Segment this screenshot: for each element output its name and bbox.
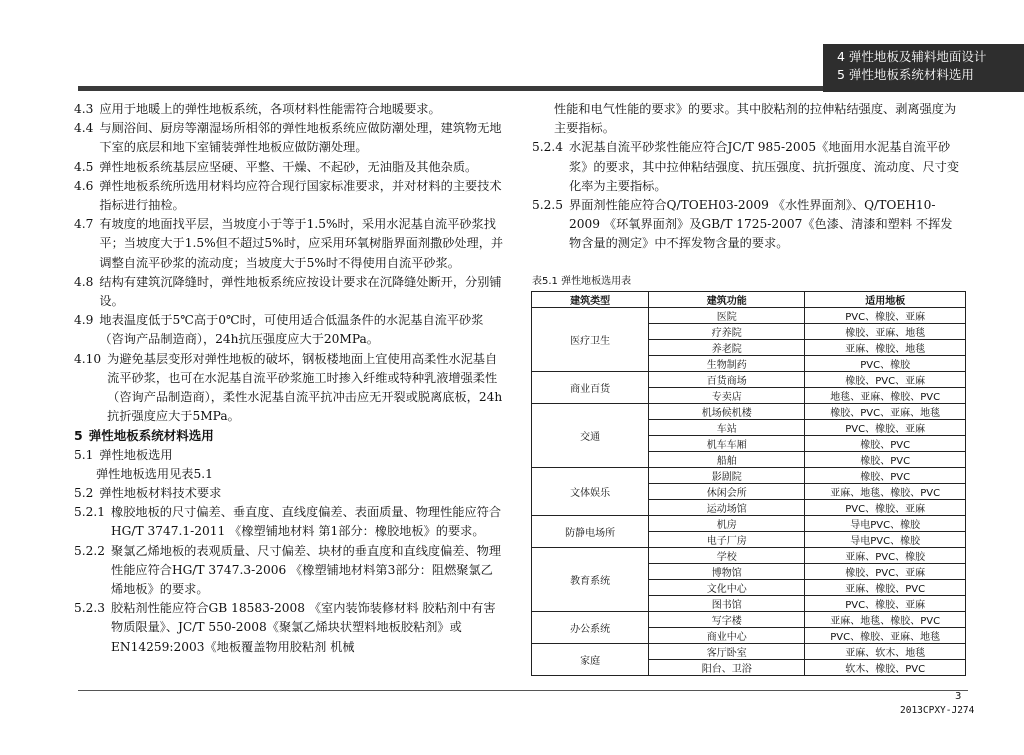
paragraph — [74, 215, 504, 273]
paragraph — [74, 158, 504, 177]
table-row — [532, 644, 966, 660]
paragraph-number: 4.9 — [74, 313, 94, 328]
flooring-cell: 亚麻、PVC、橡胶 — [805, 548, 966, 564]
building-function-cell: 电子厂房 — [649, 532, 805, 548]
paragraph-text: 与厕浴间、厨房等潮湿场所相邻的弹性地板系统应做防潮处理，建筑物无地下室的底层和地下室铺装弹性地板应做防潮处理。 — [99, 121, 502, 155]
table-caption: 表5.1 弹性地板选用表 — [532, 276, 632, 287]
flooring-cell: 橡胶、亚麻、地毯 — [805, 324, 966, 340]
paragraph-text: 弹性地板材料技术要求 — [99, 486, 222, 501]
paragraph-text: 为避免基层变形对弹性地板的破坏，钢板楼地面上宜使用高柔性水泥基自流平砂浆，也可在水泥基自流平砂浆施工时掺入纤维或特种乳液增强柔性（咨询产品制造商），柔性水泥基自流平抗冲击应无开裂或脱离底板，24h抗折强度应大于5MPa。 — [107, 351, 503, 424]
building-function-cell: 客厅卧室 — [649, 644, 805, 660]
page-number: 3 — [955, 691, 962, 702]
paragraph-text: 有坡度的地面找平层，当坡度小于等于1.5%时，采用水泥基自流平砂浆找平；当坡度大于1.5%但不超过5%时，应采用环氧树脂界面剂撒砂处理，并调整自流平砂浆的流动度；当坡度大于5%时不得使用自流平砂浆。 — [99, 217, 504, 270]
table-header-row — [532, 292, 966, 308]
flooring-cell: PVC、橡胶、亚麻、地毯 — [805, 628, 966, 644]
building-function-cell: 图书馆 — [649, 596, 805, 612]
flooring-cell: PVC、橡胶 — [805, 356, 966, 372]
paragraph-number: 5.2.2 — [74, 543, 106, 558]
building-function-cell: 商业中心 — [649, 628, 805, 644]
paragraph — [74, 503, 504, 541]
flooring-cell: 亚麻、橡胶、PVC — [805, 580, 966, 596]
chapter-title-5: 5 弹性地板系统材料选用 — [837, 67, 974, 82]
flooring-cell: 橡胶、PVC、亚麻 — [805, 372, 966, 388]
paragraph-text: 界面剂性能应符合Q/TOEH03-2009 《水性界面剂》、Q/TOEH10-2009 《环氧界面剂》及GB/T 1725-2007《色漆、清漆和塑料 不挥发物含量的测定》中不挥发物含量的要求。 — [569, 198, 953, 251]
paragraph — [532, 100, 962, 138]
paragraph-number: 4.7 — [74, 217, 94, 232]
building-type-cell: 教育系统 — [532, 548, 649, 612]
flooring-cell: 亚麻、地毯、橡胶、PVC — [805, 484, 966, 500]
building-function-cell: 专卖店 — [649, 388, 805, 404]
header-building-type: 建筑类型 — [532, 292, 649, 308]
paragraph — [74, 273, 504, 311]
paragraph — [74, 484, 504, 503]
right-paragraphs — [532, 100, 962, 254]
paragraph-text: 胶粘剂性能应符合GB 18583-2008 《室内装饰装修材料 胶粘剂中有害物质限量》、JC/T 550-2008《聚氯乙烯块状塑料地板胶粘剂》或 EN14259:2003《地板覆盖物用胶粘剂 机械 — [111, 601, 496, 654]
building-type-cell: 交通 — [532, 404, 649, 468]
header-building-function: 建筑功能 — [649, 292, 805, 308]
paragraph — [74, 542, 504, 600]
paragraph-number: 4.10 — [74, 351, 102, 366]
building-function-cell: 船舶 — [649, 452, 805, 468]
flooring-cell: PVC、橡胶、亚麻 — [805, 596, 966, 612]
paragraph-number: 4.5 — [74, 159, 94, 174]
paragraph-number: 4.8 — [74, 274, 94, 289]
header-flooring: 适用地板 — [805, 292, 966, 308]
building-function-cell: 机房 — [649, 516, 805, 532]
paragraph — [74, 350, 504, 427]
flooring-cell: 亚麻、橡胶、地毯 — [805, 340, 966, 356]
table-row — [532, 372, 966, 388]
left-column — [74, 100, 504, 657]
building-function-cell: 运动场馆 — [649, 500, 805, 516]
flooring-cell: 橡胶、PVC — [805, 452, 966, 468]
flooring-cell: 橡胶、PVC — [805, 436, 966, 452]
building-function-cell: 医院 — [649, 308, 805, 324]
flooring-cell: 橡胶、PVC — [805, 468, 966, 484]
building-function-cell: 影剧院 — [649, 468, 805, 484]
building-function-cell: 疗养院 — [649, 324, 805, 340]
paragraph-number: 5.2.1 — [74, 505, 106, 520]
building-type-cell: 防静电场所 — [532, 516, 649, 548]
section-5-heading — [74, 426, 504, 445]
paragraph-text: 地表温度低于5℃高于0℃时，可使用适合低温条件的水泥基自流平砂浆（咨询产品制造商），24h抗压强度应大于20MPa。 — [99, 313, 484, 347]
flooring-cell: 导电PVC、橡胶 — [805, 532, 966, 548]
table-row — [532, 468, 966, 484]
paragraph — [74, 177, 504, 215]
building-type-cell: 办公系统 — [532, 612, 649, 644]
section-title: 弹性地板系统材料选用 — [88, 428, 214, 444]
paragraph-number: 5.2.4 — [532, 140, 564, 155]
building-function-cell: 养老院 — [649, 340, 805, 356]
table-row — [532, 516, 966, 532]
table-row — [532, 308, 966, 324]
paragraph-number: 4.6 — [74, 178, 94, 193]
section-number: 5 — [74, 428, 83, 444]
left-paragraphs-2 — [74, 446, 504, 657]
building-function-cell: 机车车厢 — [649, 436, 805, 452]
paragraph — [532, 138, 962, 196]
paragraph-number: 5.2.5 — [532, 198, 564, 213]
building-function-cell: 车站 — [649, 420, 805, 436]
paragraph-number: 5.2.3 — [74, 601, 106, 616]
paragraph — [74, 311, 504, 349]
flooring-selection-table — [531, 291, 966, 676]
building-function-cell: 阳台、卫浴 — [649, 660, 805, 676]
building-type-cell: 文体娱乐 — [532, 468, 649, 516]
flooring-cell: 橡胶、PVC、亚麻、地毯 — [805, 404, 966, 420]
chapter-header — [823, 44, 1024, 92]
flooring-cell: 软木、橡胶、PVC — [805, 660, 966, 676]
flooring-cell: PVC、橡胶、亚麻 — [805, 500, 966, 516]
paragraph-text: 弹性地板系统基层应坚硬、平整、干燥、不起砂，无油脂及其他杂质。 — [99, 159, 478, 174]
building-type-cell: 医疗卫生 — [532, 308, 649, 372]
building-function-cell: 博物馆 — [649, 564, 805, 580]
table-row — [532, 548, 966, 564]
flooring-cell: 地毯、亚麻、橡胶、PVC — [805, 388, 966, 404]
paragraph-text: 弹性地板选用 — [99, 447, 173, 462]
paragraph-number: 5.1 — [74, 447, 94, 462]
header-rule — [78, 86, 823, 91]
paragraph-text: 橡胶地板的尺寸偏差、垂直度、直线度偏差、表面质量、物理性能应符合HG/T 3747.1-2011 《橡塑铺地材料 第1部分：橡胶地板》的要求。 — [111, 505, 502, 539]
building-function-cell: 文化中心 — [649, 580, 805, 596]
flooring-cell: 亚麻、地毯、橡胶、PVC — [805, 612, 966, 628]
building-type-cell: 商业百货 — [532, 372, 649, 404]
building-function-cell: 学校 — [649, 548, 805, 564]
flooring-cell: PVC、橡胶、亚麻 — [805, 420, 966, 436]
table-row — [532, 404, 966, 420]
paragraph — [532, 196, 962, 254]
table-body — [532, 308, 966, 676]
paragraph-text: 弹性地板系统所选用材料均应符合现行国家标准要求，并对材料的主要技术指标进行抽检。 — [99, 178, 502, 213]
paragraph — [74, 100, 504, 119]
right-column — [532, 100, 962, 254]
building-function-cell: 休闲会所 — [649, 484, 805, 500]
chapter-title-4: 4 弹性地板及辅料地面设计 — [837, 49, 987, 64]
paragraph-text: 弹性地板选用见表5.1 — [96, 466, 213, 481]
paragraph-number: 4.3 — [74, 102, 94, 116]
table-row — [532, 612, 966, 628]
left-paragraphs — [74, 100, 504, 426]
paragraph-number: 5.2 — [74, 486, 94, 501]
flooring-cell: 导电PVC、橡胶 — [805, 516, 966, 532]
paragraph-text: 应用于地暖上的弹性地板系统，各项材料性能需符合地暖要求。 — [99, 102, 441, 116]
paragraph-text: 结构有建筑沉降缝时，弹性地板系统应按设计要求在沉降缝处断开，分别铺设。 — [99, 274, 502, 309]
paragraph-text: 水泥基自流平砂浆性能应符合JC/T 985-2005《地面用水泥基自流平砂浆》的要求，其中拉伸粘结强度、抗压强度、抗折强度、流动度、尺寸变化率为主要指标。 — [569, 140, 960, 193]
paragraph-number: 4.4 — [74, 121, 94, 136]
paragraph — [74, 465, 504, 484]
flooring-cell: 橡胶、PVC、亚麻 — [805, 564, 966, 580]
flooring-cell: PVC、橡胶、亚麻 — [805, 308, 966, 324]
building-function-cell: 百货商场 — [649, 372, 805, 388]
paragraph — [74, 599, 504, 657]
paragraph — [74, 446, 504, 465]
document-code: 2013CPXY-J274 — [900, 705, 975, 716]
paragraph-text: 聚氯乙烯地板的表观质量、尺寸偏差、块材的垂直度和直线度偏差、物理性能应符合HG/T 3747.3-2006 《橡塑铺地材料第3部分：阻燃聚氯乙烯地板》的要求。 — [111, 543, 502, 597]
building-function-cell: 写字楼 — [649, 612, 805, 628]
building-function-cell: 机场候机楼 — [649, 404, 805, 420]
paragraph — [74, 119, 504, 157]
building-type-cell: 家庭 — [532, 644, 649, 676]
flooring-cell: 亚麻、软木、地毯 — [805, 644, 966, 660]
building-function-cell: 生物制药 — [649, 356, 805, 372]
footer-rule — [78, 690, 968, 691]
paragraph-text: 性能和电气性能的要求》的要求。其中胶粘剂的拉伸粘结强度、剥离强度为主要指标。 — [554, 102, 957, 136]
